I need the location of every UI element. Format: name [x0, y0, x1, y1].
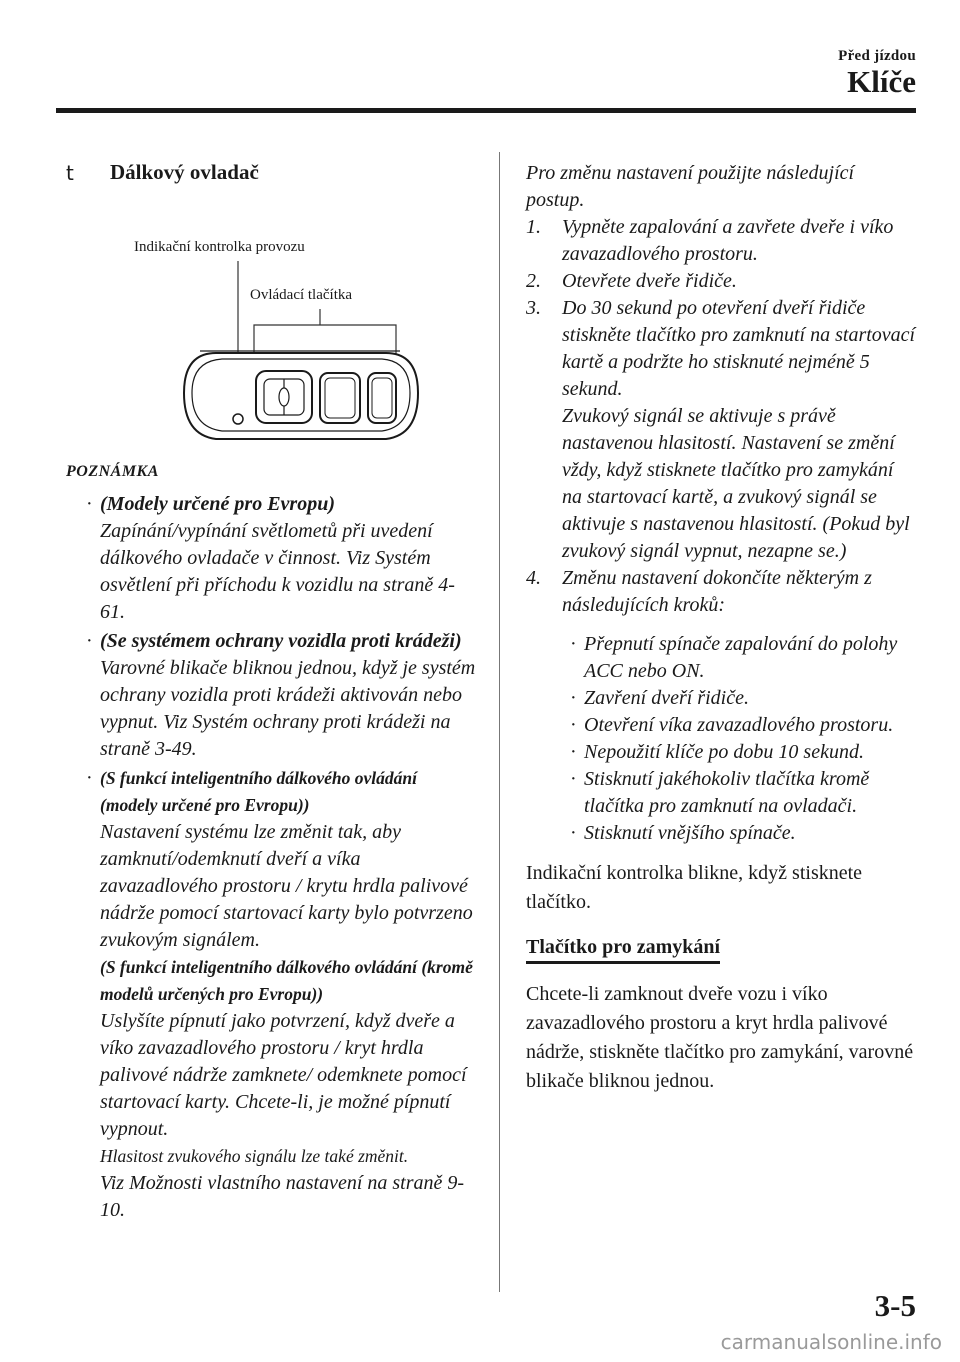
bullet-icon: ·	[86, 767, 93, 789]
finish-options-list	[526, 631, 916, 847]
step-text: Do 30 sekund po otevření dveří řidiče stiskněte tlačítko pro zamknutí na startovací kartě a podržte ho stisknuté nejméně 5 sekund.	[562, 297, 916, 400]
note-heading: POZNÁMKA	[66, 463, 159, 480]
right-column	[526, 160, 916, 1096]
step-text: Otevřete dveře řidiče.	[562, 270, 737, 292]
note-body: Zapínání/vypínání světlometů při uvedení dálkového ovladače v činnost. Viz Systém osvětlení při příchodu k vozidlu na straně 4-61.	[100, 520, 455, 623]
watermark: carmanualsonline.info	[720, 1330, 942, 1354]
lock-button-text: Chcete-li zamknout dveře vozu i víko zavazadlového prostoru a kryt hrdla palivové nádrže, stiskněte tlačítko pro zamykání, varovné blikače bliknou jednou.	[526, 983, 914, 1092]
bullet-icon: ·	[570, 633, 577, 655]
bullet-icon: ·	[570, 822, 577, 844]
note-title: (S funkcí inteligentního dálkového ovládání (kromě modelů určených pro Evropu))	[100, 957, 473, 1004]
note-body: Varovné blikače bliknou jednou, když je systém ochrany vozidla proti krádeži aktivován nebo vypnut. Viz Systém ochrany proti krádeži na straně 3-49.	[100, 657, 476, 760]
remote-key-drawing	[66, 195, 476, 455]
column-divider	[499, 152, 500, 1292]
running-header-section: Před jízdou	[838, 48, 916, 64]
section-marker-icon: t	[66, 160, 74, 185]
note-body: Nastavení systému lze změnit tak, aby zamknutí/odemknutí dveří a víka zavazadlového prostoru / krytu hrdla palivové nádrže pomocí startovací karty bylo potvrzeno zvukovým signálem.	[100, 821, 473, 951]
bullet-icon: ·	[570, 768, 577, 790]
note-title: (Modely určené pro Evropu)	[100, 493, 335, 515]
note-item	[66, 765, 476, 1224]
list-item-text: Otevření víka zavazadlového prostoru.	[584, 714, 894, 736]
step-text: Zvukový signál se aktivuje s právě nastavenou hlasitostí. Nastavení se změní vždy, když stisknete tlačítko pro zamykání na startovací kartě, a zvukový signál se aktivuje s nastavenou hlasitostí. (Pokud byl zvukový signál vypnut, nezapne se.)	[562, 405, 910, 562]
procedure-step	[526, 565, 916, 619]
list-item	[526, 820, 916, 847]
step-number: 3.	[526, 297, 541, 319]
list-item-text: Stisknutí jakéhokoliv tlačítka kromě tlačítka pro zamknutí na ovladači.	[584, 768, 870, 817]
remote-key-figure	[66, 195, 476, 455]
step-number: 2.	[526, 270, 541, 292]
procedure-step	[526, 295, 916, 565]
note-body: Viz Možnosti vlastního nastavení na straně 9-10.	[100, 1172, 465, 1221]
section-heading	[66, 160, 476, 185]
bullet-icon: ·	[570, 687, 577, 709]
section-heading-text: Dálkový ovladač	[110, 160, 259, 184]
indicator-text: Indikační kontrolka blikne, když stisknete tlačítko.	[526, 862, 863, 913]
bullet-icon: ·	[86, 493, 93, 515]
lock-button-heading: Tlačítko pro zamykání	[526, 935, 720, 964]
note-item	[66, 628, 476, 763]
list-item-text: Přepnutí spínače zapalování do polohy ACC nebo ON.	[584, 633, 898, 682]
header-rule	[56, 108, 916, 113]
step-number: 1.	[526, 216, 541, 238]
step-text: Změnu nastavení dokončíte některým z následujících kroků:	[562, 567, 872, 616]
bullet-icon: ·	[86, 630, 93, 652]
note-title: (Se systémem ochrany vozidla proti krádeži)	[100, 630, 462, 652]
step-text: Vypněte zapalování a zavřete dveře i víko zavazadlového prostoru.	[562, 216, 894, 265]
callout-indicator-label: Indikační kontrolka provozu	[134, 239, 305, 255]
list-item-text: Zavření dveří řidiče.	[584, 687, 749, 709]
note-item	[66, 491, 476, 626]
bullet-icon: ·	[570, 741, 577, 763]
running-header-title: Klíče	[847, 64, 916, 99]
step-number: 4.	[526, 567, 541, 589]
callout-buttons-label: Ovládací tlačítka	[250, 287, 353, 303]
note-body: Hlasitost zvukového signálu lze také změnit.	[100, 1146, 409, 1166]
page-number: 3-5	[874, 1288, 916, 1323]
list-item	[526, 766, 916, 820]
procedure-step	[526, 214, 916, 268]
list-item	[526, 631, 916, 685]
procedure-step	[526, 268, 916, 295]
procedure-intro: Pro změnu nastavení použijte následující postup.	[526, 162, 855, 211]
list-item-text: Nepoužití klíče po dobu 10 sekund.	[584, 741, 864, 763]
bullet-icon: ·	[570, 714, 577, 736]
list-item-text: Stisknutí vnějšího spínače.	[584, 822, 796, 844]
list-item	[526, 739, 916, 766]
note-body: Uslyšíte pípnutí jako potvrzení, když dveře a víko zavazadlového prostoru / kryt hrdla palivové nádrže zamknete/ odemknete pomocí startovací karty. Chcete-li, je možné pípnutí vypnout.	[100, 1010, 467, 1140]
note-title: (S funkcí inteligentního dálkového ovládání (modely určené pro Evropu))	[100, 768, 417, 815]
left-column	[66, 160, 476, 1226]
list-item	[526, 685, 916, 712]
list-item	[526, 712, 916, 739]
